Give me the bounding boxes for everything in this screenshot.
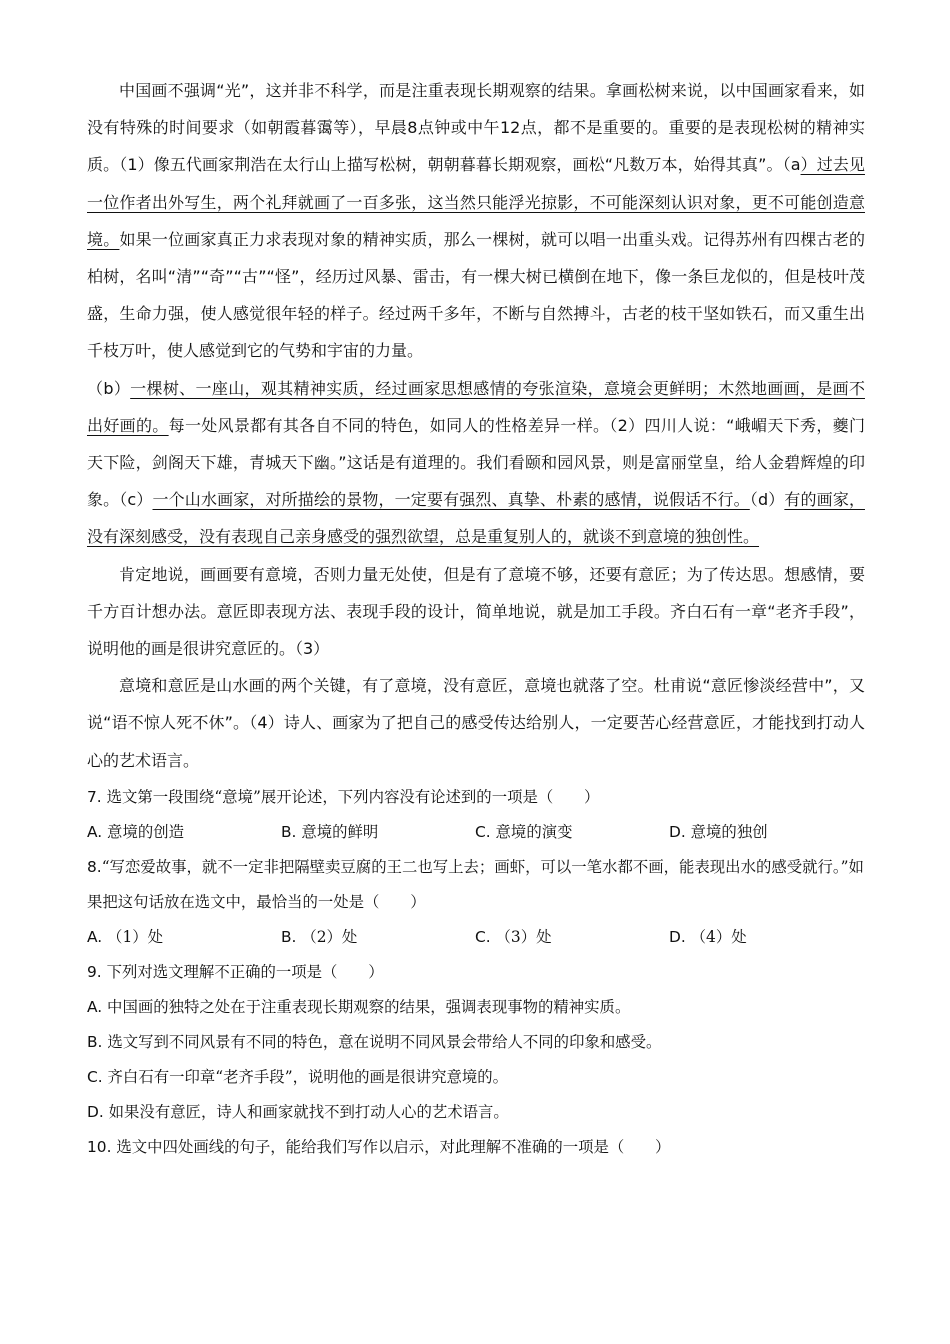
question-7: [87, 780, 865, 850]
underlined-sentence-a: ）过去见一位作者出外写生，两个礼拜就画了一百多张，这当然只能浮光掠影，不可能深刻认识对象，更不可能创造意境。: [87, 155, 865, 249]
underlined-sentence-c: 一个山水画家，对所描绘的景物，一定要有强烈、真挚、朴素的感情，说假话不行。: [152, 490, 750, 510]
paragraph-1-text: 中国画不强调“光”，这并非不科学，而是注重表现长期观察的结果。拿画松树来说，以中国画家看来，如没有特殊的时间要求（如朝霞暮霭等），早晨8点钟或中午12点，都不是重要的。重要的是表现松树的精神实质。（1）像五代画家荆浩在太行山上描写松树，朝朝暮暮长期观察，画松“凡数万本，始得其真”。（a: [87, 81, 865, 175]
option-d[interactable]: D. 如果没有意匠，诗人和画家就找不到打动人心的艺术语言。: [87, 1102, 509, 1121]
option-a[interactable]: A. 中国画的独特之处在于注重表现长期观察的结果，强调表现事物的精神实质。: [87, 997, 631, 1016]
question-stem: “写恋爱故事，就不一定非把隔壁卖豆腐的王二也写上去；画虾，可以一笔水都不画，能表现出水的感受就行。”如果把这句话放在选文中，最恰当的一处是（ ）: [87, 857, 864, 911]
question-number: 8.: [87, 857, 102, 876]
passage-paragraph-1b: [87, 370, 865, 556]
question-10: [87, 1130, 865, 1165]
question-number: 10.: [87, 1137, 112, 1156]
option-c[interactable]: C. 意境的演变: [475, 822, 573, 841]
marker-b: （b）: [87, 378, 131, 398]
options-row: [87, 815, 865, 850]
option-b[interactable]: B. （2）处: [281, 927, 358, 946]
option-a[interactable]: A. （1）处: [87, 927, 164, 946]
document-page: [87, 72, 865, 1165]
underlined-sentence-d: 有的画家，没有深刻感受，没有表现自己亲身感受的强烈欲望，总是重复别人的，就谈不到意境的独创性。: [87, 490, 865, 547]
reading-passage: [87, 72, 865, 779]
paragraph-1-text-continued: 如果一位画家真正力求表现对象的精神实质，那么一棵树，就可以唱一出重头戏。记得苏州有四棵古老的柏树，名叫“清”“奇”“古”“怪”，经历过风暴、雷击，有一棵大树已横倒在地下，像一条巨龙似的，但是枝叶茂盛，生命力强，使人感觉很年轻的样子。经过两千多年，不断与自然搏斗，古老的枝干坚如铁石，而又重生出千枝万叶，使人感觉到它的气势和宇宙的力量。: [87, 229, 865, 361]
paragraph-1b-text: 每一处风景都有其各自不同的特色，如同人的性格差异一样。（2）四川人说：“峨嵋天下秀，夔门天下险，剑阁天下雄，青城天下幽。”这话是有道理的。我们看颐和园风景，则是富丽堂皇，给人金碧辉煌的印象。（c）: [87, 415, 865, 510]
option-b[interactable]: B. 意境的鲜明: [281, 822, 379, 841]
option-c[interactable]: C. （3）处: [475, 927, 552, 946]
question-list: [87, 780, 865, 1165]
question-stem: 选文中四处画线的句子，能给我们写作以启示，对此理解不准确的一项是（ ）: [111, 1137, 671, 1156]
question-number: 7.: [87, 787, 102, 806]
question-8: [87, 850, 865, 955]
question-9: [87, 955, 865, 1130]
question-number: 9.: [87, 962, 102, 981]
passage-paragraph-1: [87, 72, 865, 370]
options-row: [87, 920, 865, 955]
option-b[interactable]: B. 选文写到不同风景有不同的特色，意在说明不同风景会带给人不同的印象和感受。: [87, 1032, 662, 1051]
question-stem: 下列对选文理解不正确的一项是（ ）: [101, 962, 384, 981]
underlined-sentence-b: 一棵树、一座山，观其精神实质，经过画家思想感情的夸张渲染，意境会更鲜明；木然地画画，是画不出好画的。: [87, 378, 865, 435]
passage-paragraph-2: 肯定地说，画画要有意境，否则力量无处使，但是有了意境不够，还要有意匠；为了传达思。想感情，要千方百计想办法。意匠即表现方法、表现手段的设计，简单地说，就是加工手段。齐白石有一章“老齐手段”，说明他的画是很讲究意匠的。（3）: [87, 564, 865, 659]
question-stem: 选文第一段围绕“意境”展开论述，下列内容没有论述到的一项是（ ）: [101, 787, 600, 806]
option-d[interactable]: D. （4）处: [669, 927, 747, 946]
marker-d: （d）: [749, 490, 785, 510]
option-c[interactable]: C. 齐白石有一印章“老齐手段”，说明他的画是很讲究意境的。: [87, 1067, 509, 1086]
option-d[interactable]: D. 意境的独创: [669, 822, 768, 841]
passage-paragraph-3: 意境和意匠是山水画的两个关键，有了意境，没有意匠，意境也就落了空。杜甫说“意匠惨淡经营中”，又说“语不惊人死不休”。（4）诗人、画家为了把自己的感受传达给别人，一定要苦心经营意匠，才能找到打动人心的艺术语言。: [87, 676, 865, 770]
option-a[interactable]: A. 意境的创造: [87, 822, 185, 841]
